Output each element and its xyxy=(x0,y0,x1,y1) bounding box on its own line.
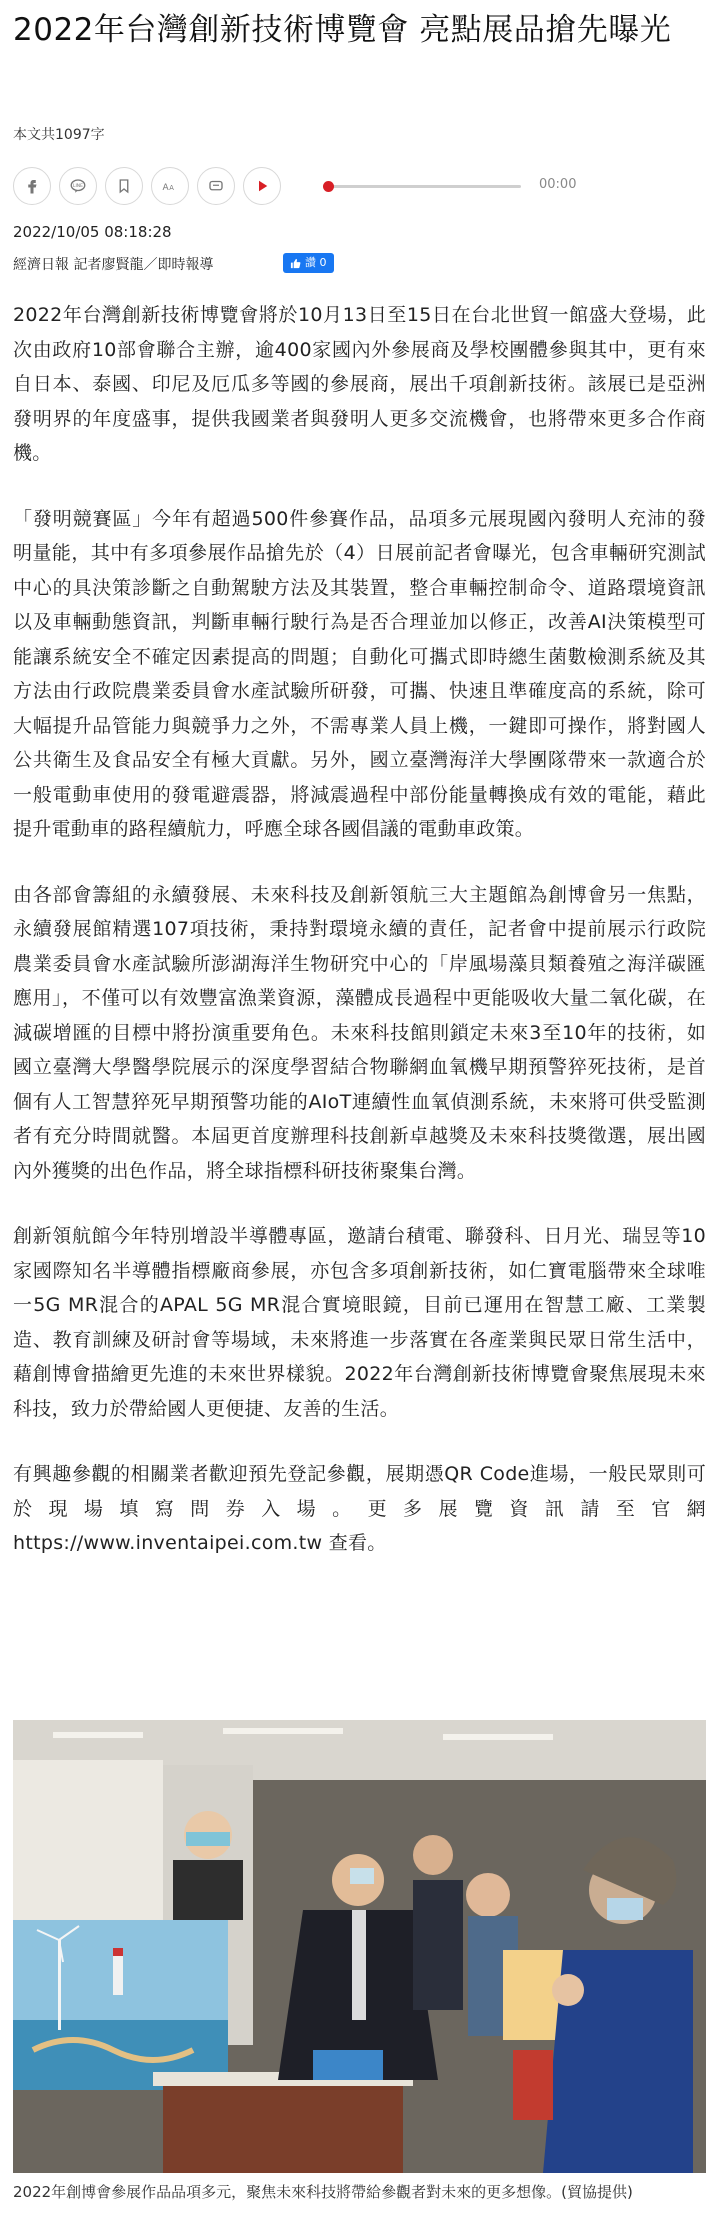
exhibition-photo xyxy=(13,1720,706,2173)
like-label: 讚 0 xyxy=(305,256,327,269)
comment-button[interactable] xyxy=(197,167,235,205)
article-body xyxy=(13,298,706,1592)
paragraph: 2022年台灣創新技術博覽會將於10月13日至15日在台北世貿一館盛大登場，此次由政府10部會聯合主辦，逾400家國內外參展商及學校團體參與其中，更有來自日本、泰國、印尼及厄瓜多等國的參展商，展出千項創新技術。該展已是亞洲發明界的年度盛事，提供我國業者與發明人更多交流機會，也將帶來更多合作商機。 xyxy=(13,304,706,464)
svg-text:LINE: LINE xyxy=(72,184,84,190)
font-size-icon xyxy=(161,177,179,195)
audio-time: 00:00 xyxy=(539,177,577,192)
paragraph: 有興趣參觀的相關業者歡迎預先登記參觀，展期憑QR Code進場，一般民眾則可於現場填寫問券入場。更多展覽資訊請至官網https://www.inventaipei.com.tw 查看。 xyxy=(13,1463,706,1554)
play-icon xyxy=(253,177,271,195)
photo-caption: 2022年創博會參展作品品項多元，聚焦未來科技將帶給參觀者對未來的更多想像。(貿協提供) xyxy=(13,2183,633,2201)
audio-progress-handle[interactable] xyxy=(323,181,334,192)
paragraph: 「發明競賽區」今年有超過500件參賽作品，品項多元展現國內發明人充沛的發明量能，其中有多項參展作品搶先於（4）日展前記者會曝光，包含車輛研究測試中心的具決策診斷之自動駕駛方法及其裝置，整合車輛控制命令、道路環境資訊以及車輛動態資訊，判斷車輛行駛行為是否合理並加以修正，改善AI決策模型可能讓系統安全不確定因素提高的問題；自動化可攜式即時總生菌數檢測系統及其方法由行政院農業委員會水產試驗所研發，可攜、快速且準確度高的系統，除可大幅提升品管能力與競爭力之外，不需專業人員上機，一鍵即可操作，將對國人公共衛生及食品安全有極大貢獻。另外，國立臺灣海洋大學團隊帶來一款適合於一般電動車使用的發電避震器，將減震過程中部份能量轉換成有效的電能，藉此提升電動車的路程續航力，呼應全球各國倡議的電動車政策。 xyxy=(13,507,706,840)
line-icon xyxy=(69,177,87,195)
play-audio-button[interactable] xyxy=(243,167,281,205)
facebook-share-button[interactable] xyxy=(13,167,51,205)
thumbs-up-icon xyxy=(290,258,301,269)
article-toolbar xyxy=(13,167,706,207)
audio-progress-bar[interactable] xyxy=(327,185,521,188)
paragraph: 由各部會籌組的永續發展、未來科技及創新領航三大主題館為創博會另一焦點，永續發展館精選107項技術，秉持對環境永續的責任，記者會中提前展示行政院農業委員會水產試驗所澎湖海洋生物研究中心的「岸風場藻貝類養殖之海洋碳匯應用」，不僅可以有效豐富漁業資源，藻體成長過程中更能吸收大量二氧化碳，在減碳增匯的目標中將扮演重要角色。未來科技館則鎖定未來3至10年的技術，如國立臺灣大學醫學院展示的深度學習結合物聯網血氧機早期預警猝死技術，是首個有人工智慧猝死早期預警功能的AIoT連續性血氧偵測系統，未來將可供受監測者有充分時間就醫。本屆更首度辦理科技創新卓越獎及未來科技獎徵選，展出國內外獲獎的出色作品，將全球指標科研技術聚集台灣。 xyxy=(13,883,706,1182)
bookmark-button[interactable] xyxy=(105,167,143,205)
facebook-icon xyxy=(23,177,41,195)
publish-date: 2022/10/05 08:18:28 xyxy=(13,223,172,241)
byline: 經濟日報 記者廖賢龍／即時報導 xyxy=(13,257,214,273)
comment-icon xyxy=(207,177,225,195)
line-share-button[interactable] xyxy=(59,167,97,205)
paragraph: 創新領航館今年特別增設半導體專區，邀請台積電、聯發科、日月光、瑞昱等10家國際知名半導體指標廠商參展，亦包含多項創新技術，如仁寶電腦帶來全球唯一5G MR混合的APAL 5G MR混合實境眼鏡，目前已運用在智慧工廠、工業製造、教育訓練及研討會等場域，未來將進一步落實在各產業與民眾日常生活中，藉創博會描繪更先進的未來世界樣貌。2022年台灣創新技術博覽會聚焦展現未來科技，致力於帶給國人更便捷、友善的生活。 xyxy=(13,1225,706,1420)
bookmark-icon xyxy=(115,177,133,195)
word-count: 本文共1097字 xyxy=(13,127,105,143)
article-photo xyxy=(13,1720,706,2173)
svg-text:A: A xyxy=(162,182,169,193)
facebook-like-button[interactable] xyxy=(283,253,334,273)
svg-text:A: A xyxy=(169,183,174,192)
font-size-button[interactable] xyxy=(151,167,189,205)
article-title: 2022年台灣創新技術博覽會 亮點展品搶先曝光 xyxy=(13,12,672,48)
